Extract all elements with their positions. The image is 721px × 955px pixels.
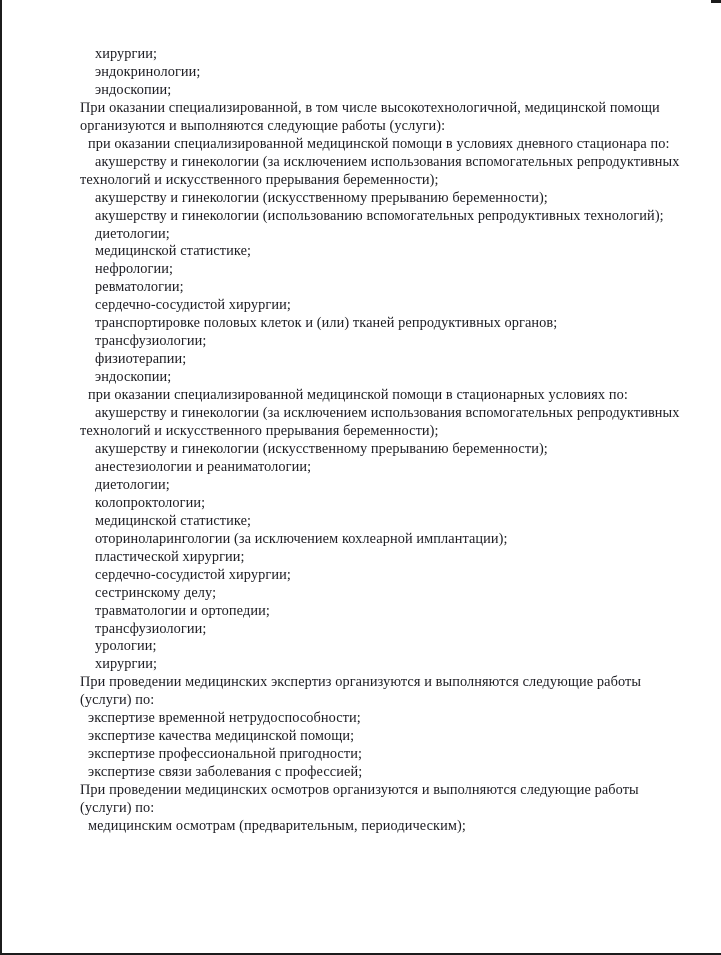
- text-line: медицинской статистике;: [95, 512, 252, 529]
- text-line: при оказании специализированной медицинской помощи в условиях дневного стационара по:: [88, 135, 670, 152]
- text-line: сердечно-сосудистой хирургии;: [95, 297, 291, 314]
- text-line: трансфузиологии;: [95, 620, 207, 637]
- text-line: травматологии и ортопедии;: [95, 602, 270, 619]
- text-line: хирургии;: [95, 656, 158, 673]
- text-line: эндоскопии;: [95, 81, 172, 98]
- text-line: физиотерапии;: [95, 351, 187, 368]
- text-line: хирургии;: [95, 46, 158, 62]
- text-line: транспортировке половых клеток и (или) тканей репродуктивных органов;: [95, 315, 558, 332]
- text-line: медицинским осмотрам (предварительным, периодическим);: [88, 817, 466, 834]
- text-line: акушерству и гинекологии (искусственному прерыванию беременности);: [95, 440, 548, 457]
- text-line: диетологии;: [95, 225, 170, 242]
- text-line: диетологии;: [95, 476, 170, 493]
- text-line: акушерству и гинекологии (за исключением использования вспомогательных репродуктивных: [95, 405, 680, 422]
- text-line: при оказании специализированной медицинской помощи в стационарных условиях по:: [88, 387, 628, 404]
- text-line: (услуги) по:: [80, 692, 155, 709]
- text-line: эндокринологии;: [95, 63, 201, 80]
- text-line: пластической хирургии;: [95, 548, 245, 565]
- text-line: технологий и искусственного прерывания беременности);: [80, 171, 439, 188]
- text-line: экспертизе профессиональной пригодности;: [88, 746, 363, 763]
- text-line: трансфузиологии;: [95, 333, 207, 350]
- text-line: колопроктологии;: [95, 494, 206, 511]
- text-line: экспертизе связи заболевания с профессией;: [88, 764, 363, 781]
- text-line: экспертизе временной нетрудоспособности;: [88, 710, 361, 727]
- text-line: акушерству и гинекологии (за исключением использования вспомогательных репродуктивных: [95, 153, 680, 170]
- text-line: сестринскому делу;: [95, 584, 217, 601]
- text-line: ревматологии;: [95, 279, 184, 296]
- text-line: урологии;: [95, 638, 157, 655]
- text-line: При проведении медицинских осмотров организуются и выполняются следующие работы: [80, 782, 639, 799]
- text-line: акушерству и гинекологии (использованию вспомогательных репродуктивных технологий);: [95, 207, 664, 224]
- text-line: оториноларингологии (за исключением кохлеарной имплантации);: [95, 530, 508, 547]
- text-line: экспертизе качества медицинской помощи;: [88, 728, 355, 745]
- text-line: технологий и искусственного прерывания беременности);: [80, 423, 439, 440]
- text-line: нефрологии;: [95, 261, 174, 278]
- text-line: При проведении медицинских экспертиз организуются и выполняются следующие работы: [80, 674, 642, 691]
- text-line: акушерству и гинекологии (искусственному прерыванию беременности);: [95, 189, 548, 206]
- text-line: организуются и выполняются следующие работы (услуги):: [80, 117, 446, 134]
- text-line: эндоскопии;: [95, 369, 172, 386]
- text-line: анестезиологии и реаниматологии;: [95, 458, 312, 475]
- document-text-block: [80, 46, 683, 836]
- text-line: сердечно-сосудистой хирургии;: [95, 566, 291, 583]
- text-line: (услуги) по:: [80, 800, 155, 817]
- text-line: медицинской статистике;: [95, 243, 252, 260]
- scan-corner-mark: [711, 0, 721, 3]
- text-line: При оказании специализированной, в том числе высокотехнологичной, медицинской помощи: [80, 99, 660, 116]
